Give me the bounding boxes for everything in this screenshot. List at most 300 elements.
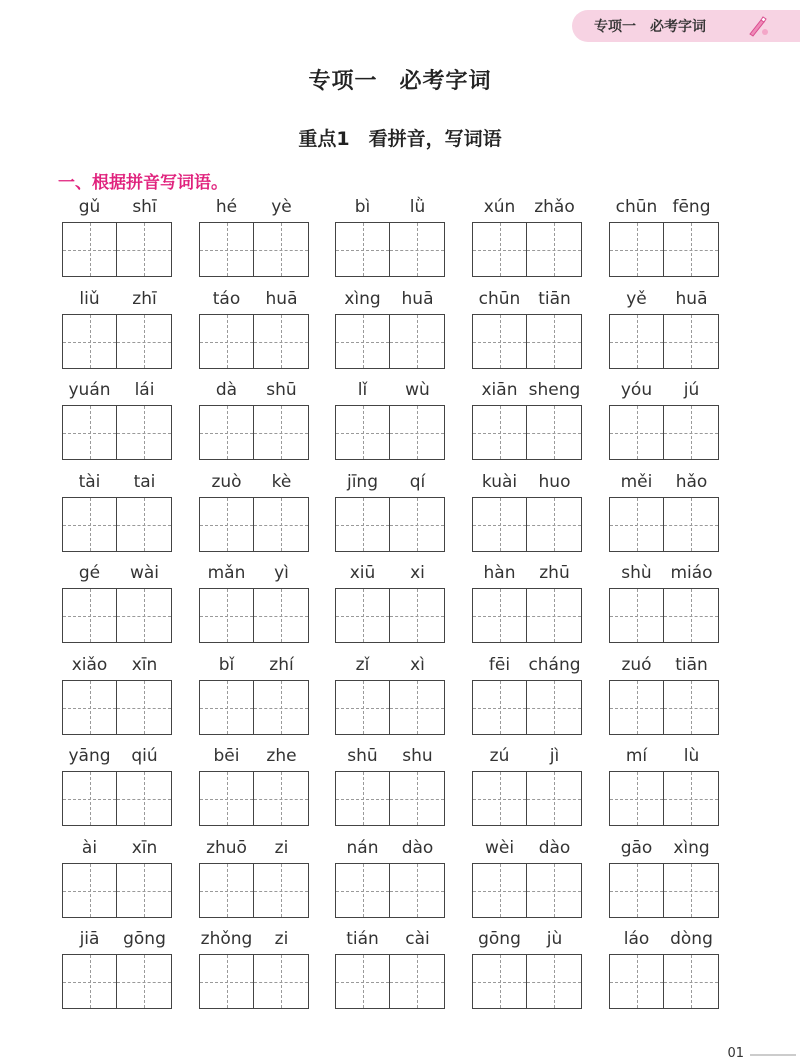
pinyin-syllable: gōng: [123, 929, 166, 949]
character-writing-box[interactable]: [62, 314, 117, 369]
pinyin-syllable: bì: [354, 197, 371, 217]
word-item: [609, 472, 719, 552]
pinyin-syllable: bēi: [213, 746, 240, 766]
chapter-tab-part1: 专项一: [594, 19, 636, 35]
character-writing-box[interactable]: [390, 222, 445, 277]
pinyin: [609, 472, 719, 494]
writing-boxes: [199, 497, 309, 552]
character-writing-box[interactable]: [117, 497, 172, 552]
word-item: [472, 380, 582, 460]
character-writing-box[interactable]: [117, 405, 172, 460]
word-item: [335, 197, 445, 277]
pinyin: [472, 472, 582, 494]
pinyin-syllable: bǐ: [218, 655, 235, 675]
pinyin-syllable: dòng: [670, 929, 713, 949]
character-writing-box[interactable]: [390, 680, 445, 735]
pinyin-syllable: yóu: [620, 380, 653, 400]
word-item: [609, 289, 719, 369]
character-writing-box[interactable]: [390, 497, 445, 552]
word-item: [62, 472, 172, 552]
chapter-tab-part2: 必考字词: [650, 19, 706, 35]
pinyin-syllable: dào: [538, 838, 571, 858]
writing-boxes: [62, 314, 172, 369]
character-writing-box[interactable]: [390, 314, 445, 369]
pinyin-syllable: zhī: [132, 289, 157, 309]
writing-boxes: [472, 405, 582, 460]
pinyin: [609, 929, 719, 951]
character-writing-box[interactable]: [664, 497, 719, 552]
word-item: [472, 929, 582, 1009]
writing-boxes: [335, 222, 445, 277]
character-writing-box[interactable]: [609, 405, 664, 460]
pinyin-syllable: měi: [620, 472, 653, 492]
writing-boxes: [609, 405, 719, 460]
pinyin-syllable: lǜ: [409, 197, 426, 217]
word-item: [335, 838, 445, 918]
pinyin: [199, 472, 309, 494]
pinyin-syllable: cài: [405, 929, 430, 949]
pinyin-syllable: wèi: [484, 838, 515, 858]
pinyin: [609, 197, 719, 219]
pinyin-syllable: huā: [265, 289, 298, 309]
pinyin-syllable: huā: [675, 289, 708, 309]
character-writing-box[interactable]: [62, 680, 117, 735]
pinyin-syllable: yāng: [68, 746, 111, 766]
pinyin-syllable: zhǒng: [200, 929, 253, 949]
pinyin: [609, 563, 719, 585]
pinyin: [609, 655, 719, 677]
pinyin-syllable: kè: [271, 472, 292, 492]
pinyin-syllable: hé: [215, 197, 238, 217]
pinyin: [335, 655, 445, 677]
character-writing-box[interactable]: [527, 588, 582, 643]
character-writing-box[interactable]: [62, 222, 117, 277]
pinyin-syllable: yè: [271, 197, 292, 217]
pinyin-syllable: jiā: [79, 929, 100, 949]
character-writing-box[interactable]: [62, 588, 117, 643]
pinyin-syllable: zhǎo: [534, 197, 575, 217]
title-part2: 必考字词: [399, 69, 492, 94]
word-item: [472, 197, 582, 277]
character-writing-box[interactable]: [664, 222, 719, 277]
character-writing-box[interactable]: [199, 222, 254, 277]
pinyin-syllable: hǎo: [675, 472, 708, 492]
pinyin: [609, 289, 719, 311]
writing-boxes: [609, 314, 719, 369]
character-writing-box[interactable]: [664, 863, 719, 918]
character-writing-box[interactable]: [199, 954, 254, 1009]
pinyin-syllable: zi: [274, 929, 289, 949]
character-writing-box[interactable]: [254, 771, 309, 826]
exercise-instruction: 一、根据拼音写词语。: [58, 173, 228, 193]
writing-boxes: [62, 497, 172, 552]
writing-boxes: [199, 222, 309, 277]
writing-boxes: [199, 771, 309, 826]
pinyin: [609, 380, 719, 402]
pinyin-syllable: xì: [410, 655, 425, 675]
writing-boxes: [609, 771, 719, 826]
writing-boxes: [199, 863, 309, 918]
pinyin-syllable: zi: [274, 838, 289, 858]
word-item: [335, 929, 445, 1009]
title-part1: 专项一: [308, 69, 378, 94]
writing-boxes: [62, 588, 172, 643]
word-item: [609, 838, 719, 918]
word-item: [609, 746, 719, 826]
pinyin-syllable: miáo: [670, 563, 713, 583]
character-writing-box[interactable]: [664, 405, 719, 460]
character-writing-box[interactable]: [199, 405, 254, 460]
character-writing-box[interactable]: [62, 771, 117, 826]
character-writing-box[interactable]: [527, 222, 582, 277]
pinyin-syllable: wài: [129, 563, 160, 583]
pinyin-syllable: mí: [625, 746, 648, 766]
pinyin-syllable: xún: [483, 197, 516, 217]
pinyin-syllable: xi: [410, 563, 425, 583]
writing-boxes: [335, 680, 445, 735]
pinyin-syllable: yuán: [68, 380, 111, 400]
character-writing-box[interactable]: [117, 863, 172, 918]
pinyin: [472, 380, 582, 402]
writing-boxes: [335, 863, 445, 918]
character-writing-box[interactable]: [664, 588, 719, 643]
character-writing-box[interactable]: [609, 771, 664, 826]
writing-boxes: [609, 863, 719, 918]
word-item: [199, 563, 309, 643]
character-writing-box[interactable]: [199, 680, 254, 735]
character-writing-box[interactable]: [335, 405, 390, 460]
pinyin-syllable: láo: [623, 929, 650, 949]
word-item: [335, 472, 445, 552]
character-writing-box[interactable]: [254, 954, 309, 1009]
character-writing-box[interactable]: [390, 954, 445, 1009]
writing-boxes: [472, 588, 582, 643]
pinyin-syllable: zhe: [266, 746, 297, 766]
pinyin: [62, 197, 172, 219]
pinyin-syllable: shu: [402, 746, 433, 766]
character-writing-box[interactable]: [117, 954, 172, 1009]
writing-boxes: [472, 771, 582, 826]
pinyin-syllable: zhuō: [206, 838, 247, 858]
writing-boxes: [609, 222, 719, 277]
word-item: [62, 746, 172, 826]
pinyin-syllable: nán: [346, 838, 379, 858]
pinyin-syllable: dào: [401, 838, 434, 858]
pinyin: [199, 655, 309, 677]
character-writing-box[interactable]: [390, 771, 445, 826]
character-writing-box[interactable]: [472, 314, 527, 369]
pinyin-syllable: kuài: [481, 472, 518, 492]
pinyin: [62, 380, 172, 402]
word-item: [335, 655, 445, 735]
word-item: [609, 929, 719, 1009]
writing-boxes: [609, 588, 719, 643]
writing-boxes: [335, 314, 445, 369]
character-writing-box[interactable]: [390, 405, 445, 460]
pinyin: [62, 289, 172, 311]
pinyin-syllable: xìng: [673, 838, 710, 858]
character-writing-box[interactable]: [609, 497, 664, 552]
writing-boxes: [472, 222, 582, 277]
pinyin: [62, 838, 172, 860]
pinyin-syllable: lǐ: [357, 380, 368, 400]
character-writing-box[interactable]: [527, 954, 582, 1009]
word-item: [199, 838, 309, 918]
pinyin: [472, 655, 582, 677]
character-writing-box[interactable]: [62, 497, 117, 552]
pinyin-syllable: jù: [546, 929, 563, 949]
character-writing-box[interactable]: [609, 588, 664, 643]
pinyin-syllable: xīn: [131, 655, 158, 675]
pinyin-syllable: zuò: [211, 472, 242, 492]
pinyin: [335, 197, 445, 219]
writing-boxes: [199, 405, 309, 460]
pinyin: [472, 929, 582, 951]
section-subtitle: 重点1 看拼音，写词语: [298, 128, 502, 150]
character-writing-box[interactable]: [335, 863, 390, 918]
writing-boxes: [62, 954, 172, 1009]
pinyin-syllable: ài: [81, 838, 98, 858]
pinyin-syllable: xìng: [344, 289, 381, 309]
character-writing-box[interactable]: [390, 863, 445, 918]
pinyin: [472, 746, 582, 768]
writing-boxes: [609, 954, 719, 1009]
pinyin: [335, 929, 445, 951]
word-item: [62, 563, 172, 643]
character-writing-box[interactable]: [335, 222, 390, 277]
pinyin: [472, 289, 582, 311]
pinyin: [62, 929, 172, 951]
pinyin: [472, 838, 582, 860]
character-writing-box[interactable]: [609, 222, 664, 277]
word-item: [199, 655, 309, 735]
character-writing-box[interactable]: [254, 863, 309, 918]
character-writing-box[interactable]: [199, 588, 254, 643]
word-item: [609, 563, 719, 643]
pinyin-syllable: tián: [346, 929, 379, 949]
character-writing-box[interactable]: [472, 771, 527, 826]
pinyin: [335, 380, 445, 402]
writing-boxes: [472, 497, 582, 552]
pinyin: [335, 746, 445, 768]
word-item: [472, 838, 582, 918]
pinyin-syllable: xīn: [131, 838, 158, 858]
character-writing-box[interactable]: [117, 771, 172, 826]
writing-boxes: [199, 954, 309, 1009]
writing-boxes: [335, 588, 445, 643]
pinyin: [62, 746, 172, 768]
pinyin: [199, 380, 309, 402]
character-writing-box[interactable]: [117, 314, 172, 369]
character-writing-box[interactable]: [254, 222, 309, 277]
character-writing-box[interactable]: [62, 954, 117, 1009]
pinyin: [199, 197, 309, 219]
pinyin-syllable: xiǎo: [71, 655, 108, 675]
pinyin-syllable: wù: [405, 380, 430, 400]
writing-boxes: [335, 954, 445, 1009]
character-writing-box[interactable]: [609, 314, 664, 369]
character-writing-box[interactable]: [199, 314, 254, 369]
character-writing-box[interactable]: [609, 954, 664, 1009]
writing-boxes: [335, 497, 445, 552]
word-item: [472, 746, 582, 826]
character-writing-box[interactable]: [199, 497, 254, 552]
pinyin-syllable: sheng: [528, 380, 581, 400]
character-writing-box[interactable]: [390, 588, 445, 643]
pinyin: [62, 563, 172, 585]
character-writing-box[interactable]: [335, 771, 390, 826]
word-item: [199, 746, 309, 826]
character-writing-box[interactable]: [527, 314, 582, 369]
pinyin-syllable: shū: [347, 746, 378, 766]
pinyin-syllable: yì: [274, 563, 289, 583]
character-writing-box[interactable]: [472, 405, 527, 460]
pinyin-syllable: shù: [621, 563, 652, 583]
character-writing-box[interactable]: [117, 222, 172, 277]
pinyin-syllable: lù: [683, 746, 700, 766]
character-writing-box[interactable]: [254, 497, 309, 552]
pinyin-syllable: dà: [215, 380, 238, 400]
pinyin: [199, 746, 309, 768]
word-item: [609, 380, 719, 460]
word-item: [62, 655, 172, 735]
writing-boxes: [609, 680, 719, 735]
pinyin-syllable: qiú: [131, 746, 158, 766]
character-writing-box[interactable]: [527, 771, 582, 826]
character-writing-box[interactable]: [254, 680, 309, 735]
pinyin-syllable: zú: [489, 746, 510, 766]
pinyin-syllable: qí: [409, 472, 426, 492]
pinyin-syllable: chūn: [478, 289, 521, 309]
page-number-rule: [750, 1054, 796, 1056]
pinyin-syllable: liǔ: [79, 289, 100, 309]
character-writing-box[interactable]: [199, 863, 254, 918]
character-writing-box[interactable]: [254, 588, 309, 643]
character-writing-box[interactable]: [199, 771, 254, 826]
word-item: [335, 563, 445, 643]
pinyin-syllable: gāo: [620, 838, 653, 858]
writing-boxes: [472, 954, 582, 1009]
word-item: [335, 746, 445, 826]
character-writing-box[interactable]: [254, 405, 309, 460]
pinyin: [199, 563, 309, 585]
character-writing-box[interactable]: [527, 863, 582, 918]
pinyin-syllable: lái: [134, 380, 155, 400]
pinyin: [199, 929, 309, 951]
pinyin-syllable: zuó: [621, 655, 652, 675]
writing-boxes: [335, 771, 445, 826]
pinyin-syllable: gōng: [478, 929, 521, 949]
pinyin-syllable: tiān: [675, 655, 708, 675]
character-writing-box[interactable]: [472, 954, 527, 1009]
character-writing-box[interactable]: [527, 497, 582, 552]
writing-boxes: [472, 680, 582, 735]
pinyin: [62, 472, 172, 494]
word-item: [609, 197, 719, 277]
pinyin-syllable: xiān: [481, 380, 518, 400]
pinyin: [609, 838, 719, 860]
word-item: [472, 472, 582, 552]
pinyin-syllable: mǎn: [207, 563, 246, 583]
writing-boxes: [62, 771, 172, 826]
writing-boxes: [609, 497, 719, 552]
character-writing-box[interactable]: [335, 954, 390, 1009]
pinyin-syllable: jì: [549, 746, 560, 766]
pinyin: [472, 563, 582, 585]
pinyin: [335, 289, 445, 311]
character-writing-box[interactable]: [472, 588, 527, 643]
character-writing-box[interactable]: [664, 771, 719, 826]
character-writing-box[interactable]: [609, 680, 664, 735]
character-writing-box[interactable]: [664, 680, 719, 735]
writing-boxes: [62, 405, 172, 460]
pinyin-syllable: gǔ: [78, 197, 101, 217]
character-writing-box[interactable]: [62, 863, 117, 918]
pinyin: [335, 472, 445, 494]
writing-boxes: [62, 222, 172, 277]
pinyin-syllable: shū: [266, 380, 297, 400]
character-writing-box[interactable]: [62, 405, 117, 460]
character-writing-box[interactable]: [609, 863, 664, 918]
character-writing-box[interactable]: [117, 680, 172, 735]
word-item: [609, 655, 719, 735]
character-writing-box[interactable]: [527, 680, 582, 735]
character-writing-box[interactable]: [335, 314, 390, 369]
pinyin-syllable: tai: [133, 472, 156, 492]
word-item: [62, 929, 172, 1009]
character-writing-box[interactable]: [472, 222, 527, 277]
pinyin-syllable: táo: [212, 289, 241, 309]
word-item: [199, 197, 309, 277]
character-writing-box[interactable]: [335, 680, 390, 735]
word-item: [472, 655, 582, 735]
pinyin-syllable: jú: [683, 380, 700, 400]
pinyin-syllable: yě: [626, 289, 647, 309]
pinyin-syllable: zǐ: [355, 655, 370, 675]
pinyin-syllable: huo: [538, 472, 571, 492]
character-writing-box[interactable]: [335, 497, 390, 552]
writing-boxes: [199, 680, 309, 735]
writing-boxes: [199, 314, 309, 369]
character-writing-box[interactable]: [472, 497, 527, 552]
pinyin-syllable: xiū: [349, 563, 376, 583]
pinyin: [62, 655, 172, 677]
word-item: [335, 380, 445, 460]
word-item: [62, 197, 172, 277]
character-writing-box[interactable]: [117, 588, 172, 643]
writing-boxes: [62, 680, 172, 735]
character-writing-box[interactable]: [472, 680, 527, 735]
writing-boxes: [62, 863, 172, 918]
character-writing-box[interactable]: [472, 863, 527, 918]
word-item: [62, 380, 172, 460]
character-writing-box[interactable]: [664, 954, 719, 1009]
word-item: [335, 289, 445, 369]
character-writing-box[interactable]: [254, 314, 309, 369]
pinyin-syllable: tài: [78, 472, 101, 492]
pinyin: [335, 563, 445, 585]
pinyin-syllable: shī: [132, 197, 157, 217]
pinyin-syllable: huā: [401, 289, 434, 309]
writing-boxes: [335, 405, 445, 460]
word-item: [199, 929, 309, 1009]
pinyin-syllable: fēng: [672, 197, 711, 217]
pinyin: [335, 838, 445, 860]
character-writing-box[interactable]: [664, 314, 719, 369]
pinyin-syllable: zhū: [539, 563, 570, 583]
character-writing-box[interactable]: [527, 405, 582, 460]
character-writing-box[interactable]: [335, 588, 390, 643]
